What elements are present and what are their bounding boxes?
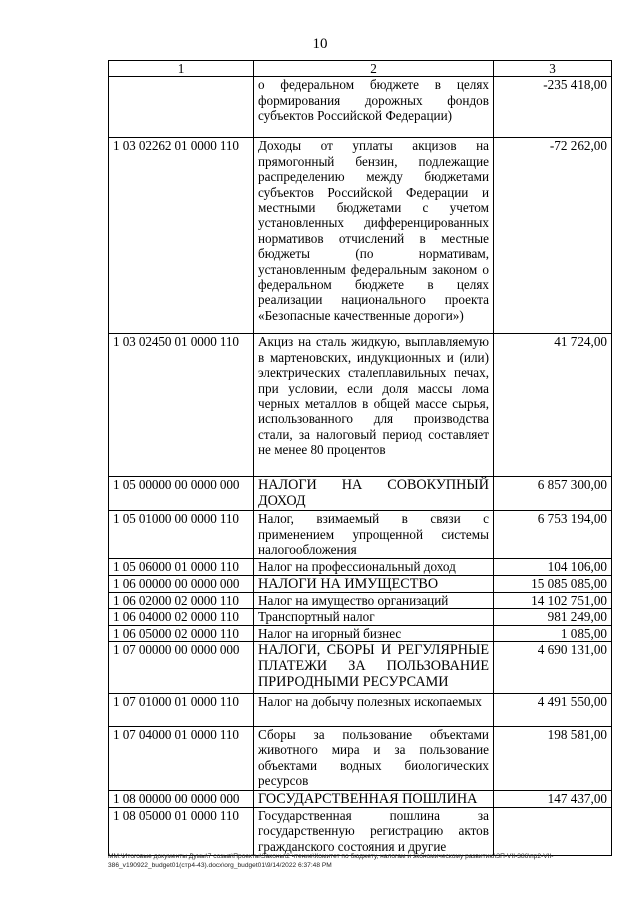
row-amount: -235 418,00: [494, 77, 612, 138]
table-row: [109, 808, 612, 856]
row-amount: 6 753 194,00: [494, 511, 612, 559]
row-amount: -72 262,00: [494, 138, 612, 334]
row-amount: 147 437,00: [494, 791, 612, 808]
row-amount: 6 857 300,00: [494, 477, 612, 511]
row-code: 1 05 01000 00 0000 110: [109, 511, 254, 559]
row-amount: 15 085 085,00: [494, 575, 612, 592]
column-header-description: 2: [254, 61, 494, 77]
column-header-amount: 3: [494, 61, 612, 77]
row-description: НАЛОГИ НА СОВОКУПНЫЙ ДОХОД: [254, 477, 494, 511]
row-amount: 198 581,00: [494, 727, 612, 791]
table-row: [109, 625, 612, 641]
table-header-row: [109, 61, 612, 77]
row-code: 1 07 04000 01 0000 110: [109, 727, 254, 791]
table-row: [109, 77, 612, 138]
table-row: [109, 727, 612, 791]
row-description: Государственная пошлина за государственную регистрацию актов гражданского состояния и другие: [254, 808, 494, 856]
row-description: Налог на профессиональный доход: [254, 559, 494, 575]
row-code: 1 06 00000 00 0000 000: [109, 575, 254, 592]
row-code: 1 05 00000 00 0000 000: [109, 477, 254, 511]
table-row: [109, 477, 612, 511]
row-description: НАЛОГИ НА ИМУЩЕСТВО: [254, 575, 494, 592]
row-code: 1 06 02000 02 0000 110: [109, 592, 254, 608]
table-row: [109, 592, 612, 608]
table-row: [109, 138, 612, 334]
row-description: Налог на игорный бизнес: [254, 625, 494, 641]
row-amount: 1 085,00: [494, 625, 612, 641]
row-amount: 4 690 131,00: [494, 642, 612, 694]
document-path-footer: ММ:\Итоговые документы Думы\7 созыв\Проекты\Законы\2 чтение\Комитет по бюджету, налогам и экономическому развитию\ЗП-VII-386\пр2-VII-386_v190922_budget01(стр4-43).docx\org_budget01\9/14/2022 6:37:48 PM: [108, 853, 554, 869]
row-description: Сборы за пользование объектами животного мира и за пользование объектами водных биологических ресурсов: [254, 727, 494, 791]
row-amount: 981 249,00: [494, 609, 612, 625]
table-row: [109, 609, 612, 625]
row-code: 1 07 00000 00 0000 000: [109, 642, 254, 694]
row-amount: 41 724,00: [494, 334, 612, 477]
row-description: ГОСУДАРСТВЕННАЯ ПОШЛИНА: [254, 791, 494, 808]
row-code: 1 08 05000 01 0000 110: [109, 808, 254, 856]
table-row: [109, 511, 612, 559]
page-number: 10: [312, 36, 328, 52]
row-code: 1 06 04000 02 0000 110: [109, 609, 254, 625]
row-amount: 104 106,00: [494, 559, 612, 575]
table-row: [109, 334, 612, 477]
row-description: Доходы от уплаты акцизов на прямогонный бензин, подлежащие распределению между бюджетами субъектов Российской Федерации и местными бюджетами с учетом установленных дифференцированных нормативов отчислений в местные бюджеты (по нормативам, установленным федеральным законом о федеральном бюджете в целях реализации национального проекта «Безопасные качественные дороги»): [254, 138, 494, 334]
table-row: [109, 559, 612, 575]
row-description: Транспортный налог: [254, 609, 494, 625]
row-code: 1 03 02262 01 0000 110: [109, 138, 254, 334]
row-code: 1 07 01000 01 0000 110: [109, 694, 254, 727]
table-row: [109, 694, 612, 727]
row-code: 1 08 00000 00 0000 000: [109, 791, 254, 808]
row-description: Акциз на сталь жидкую, выплавляемую в мартеновских, индукционных и (или) электрических сталеплавильных печах, при условии, если доля массы лома черных металлов в общей массе сырья, использованного для производства стали, за налоговый период составляет не менее 80 процентов: [254, 334, 494, 477]
row-amount: 14 102 751,00: [494, 592, 612, 608]
row-description: НАЛОГИ, СБОРЫ И РЕГУЛЯРНЫЕ ПЛАТЕЖИ ЗА ПОЛЬЗОВАНИЕ ПРИРОДНЫМИ РЕСУРСАМИ: [254, 642, 494, 694]
row-description: о федеральном бюджете в целях формирования дорожных фондов субъектов Российской Федерации): [254, 77, 494, 138]
row-code: [109, 77, 254, 138]
row-code: 1 06 05000 02 0000 110: [109, 625, 254, 641]
row-code: 1 05 06000 01 0000 110: [109, 559, 254, 575]
row-description: Налог, взимаемый в связи с применением упрощенной системы налогообложения: [254, 511, 494, 559]
row-description: Налог на имущество организаций: [254, 592, 494, 608]
row-amount: [494, 808, 612, 856]
table-row: [109, 575, 612, 592]
budget-revenue-table: [108, 60, 612, 856]
row-description: Налог на добычу полезных ископаемых: [254, 694, 494, 727]
table-row: [109, 642, 612, 694]
table-row: [109, 791, 612, 808]
row-amount: 4 491 550,00: [494, 694, 612, 727]
row-code: 1 03 02450 01 0000 110: [109, 334, 254, 477]
column-header-code: 1: [109, 61, 254, 77]
